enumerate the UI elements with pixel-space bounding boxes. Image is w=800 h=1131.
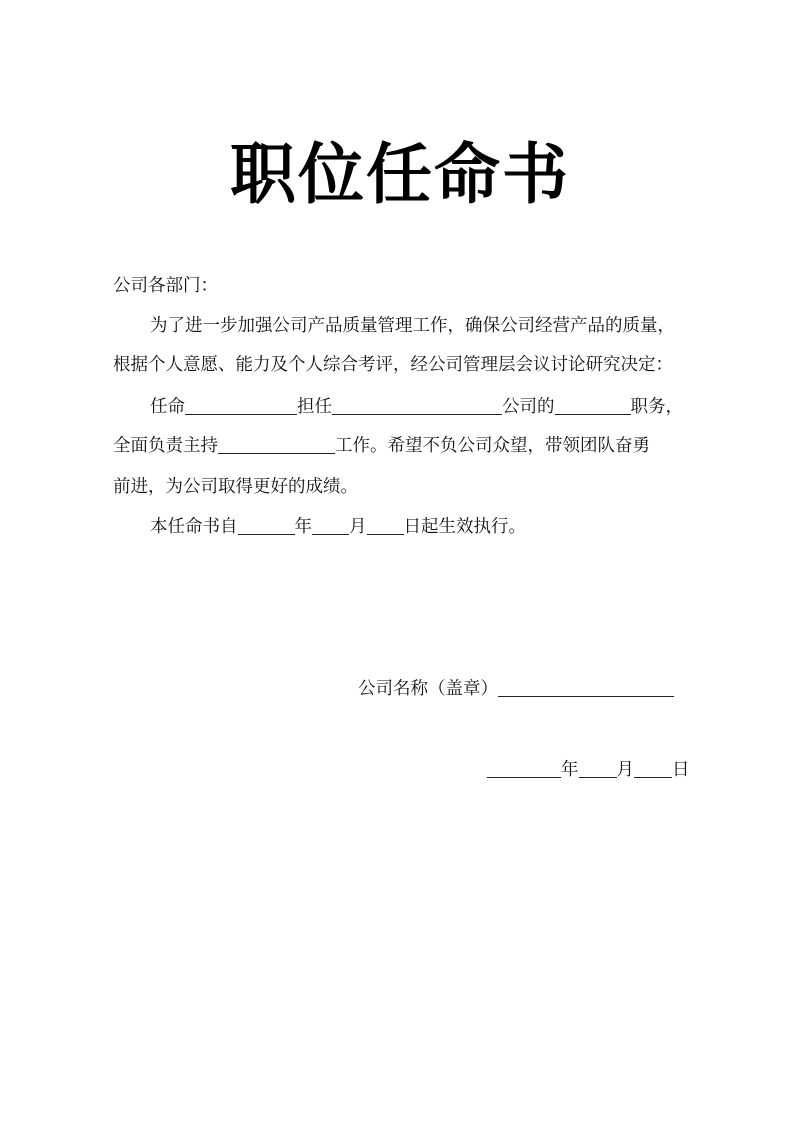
signature-year-blank[interactable] xyxy=(487,759,561,778)
serve-label: 担任 xyxy=(297,397,332,417)
document-title: 职位任命书 xyxy=(230,136,570,213)
appointment-line2 xyxy=(113,433,650,459)
effective-from-label: 本任命书自 xyxy=(150,517,238,537)
company-seal-label: 公司名称（盖章） xyxy=(358,679,498,699)
work-rest-text: 工作。希望不负公司众望，带领团队奋勇 xyxy=(335,436,650,456)
position-label: 职务， xyxy=(630,397,683,417)
signature-day-label: 日 xyxy=(672,760,690,780)
company-of-label: 公司的 xyxy=(502,397,555,417)
responsible-label: 全面负责主持 xyxy=(113,436,218,456)
effective-month-blank[interactable] xyxy=(312,516,349,535)
effective-day-label: 日起生效执行。 xyxy=(403,517,526,537)
paragraph1-line1: 为了进一步加强公司产品质量管理工作，确保公司经营产品的质量， xyxy=(150,316,675,336)
signature-month-blank[interactable] xyxy=(579,759,617,778)
work-scope-blank[interactable] xyxy=(218,435,335,454)
company-seal-blank[interactable] xyxy=(498,678,674,697)
effective-day-blank[interactable] xyxy=(367,516,404,535)
salutation: 公司各部门： xyxy=(113,276,218,296)
appoint-label: 任命 xyxy=(150,397,185,417)
paragraph1-line2: 根据个人意愿、能力及个人综合考评，经公司管理层会议讨论研究决定： xyxy=(113,355,673,375)
signature-day-blank[interactable] xyxy=(634,759,672,778)
signature-year-label: 年 xyxy=(561,760,579,780)
effective-year-blank[interactable] xyxy=(238,516,295,535)
signature-company-line xyxy=(358,676,674,702)
appointee-name-blank[interactable] xyxy=(185,396,297,415)
appointment-line3: 前进，为公司取得更好的成绩。 xyxy=(113,477,358,497)
effective-date-line xyxy=(150,514,526,540)
company-name-blank[interactable] xyxy=(332,396,502,415)
effective-year-label: 年 xyxy=(294,517,312,537)
signature-date-line xyxy=(487,757,690,783)
signature-month-label: 月 xyxy=(616,760,634,780)
position-blank[interactable] xyxy=(555,396,631,415)
effective-month-label: 月 xyxy=(349,517,367,537)
appointment-line1 xyxy=(150,394,683,420)
